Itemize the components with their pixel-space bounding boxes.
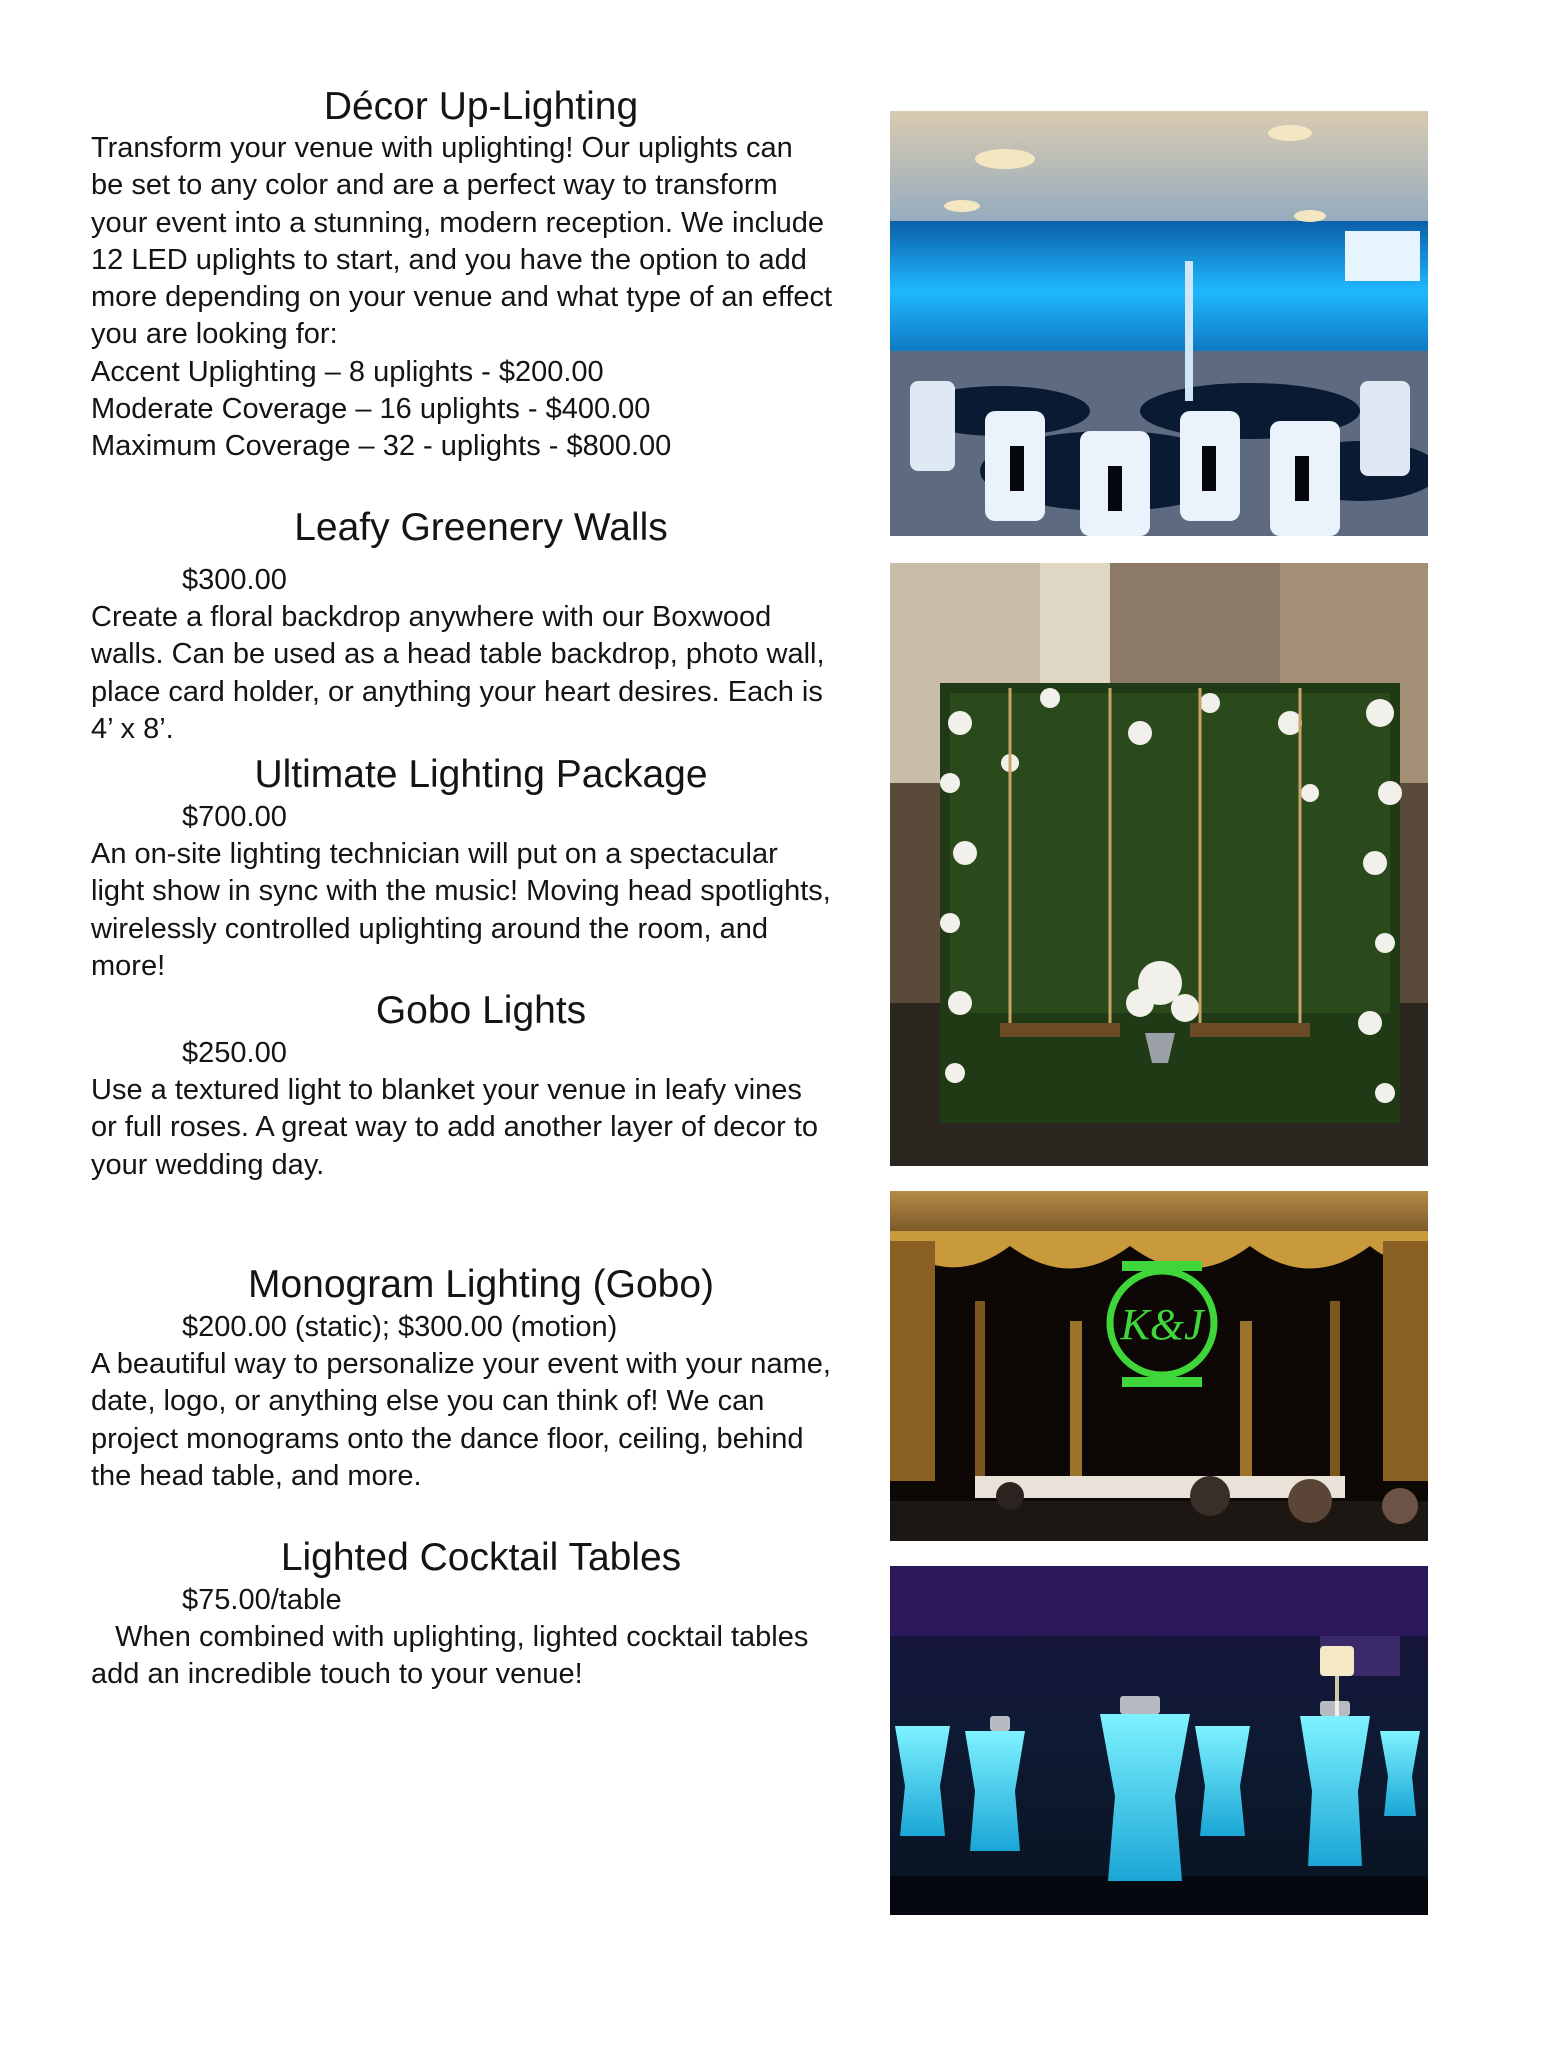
cocktail-tables-photo: [890, 1566, 1428, 1915]
section-title: Lighted Cocktail Tables: [280, 1536, 682, 1579]
body-line: date, logo, or anything else you can think of! We can: [91, 1385, 765, 1418]
body-line: light show in sync with the music! Moving head spotlights,: [91, 875, 831, 908]
ballroom-uplighting-photo: [890, 111, 1428, 536]
body-line: 12 LED uplights to start, and you have the option to add: [91, 243, 807, 276]
greenery-wall-photo: [890, 563, 1428, 1166]
body-line: place card holder, or anything your heart desires. Each is: [91, 675, 823, 708]
price-option: Moderate Coverage – 16 uplights - $400.00: [91, 393, 651, 426]
section-body: [91, 1619, 881, 1694]
body-line: the head table, and more.: [91, 1459, 422, 1492]
body-line: project monograms onto the dance floor, ceiling, behind: [91, 1422, 804, 1455]
body-line: An on-site lighting technician will put on a spectacular: [91, 838, 778, 870]
body-line: add an incredible touch to your venue!: [91, 1658, 583, 1691]
body-line: When combined with uplighting, lighted cocktail tables: [91, 1621, 809, 1653]
section-title: Gobo Lights: [375, 989, 587, 1032]
section-body: [91, 599, 881, 748]
section-title: Leafy Greenery Walls: [294, 506, 668, 549]
body-line: your wedding day.: [91, 1148, 325, 1181]
price-option: Accent Uplighting – 8 uplights - $200.00: [91, 355, 604, 388]
price-option: Maximum Coverage – 32 - uplights - $800.00: [91, 430, 672, 463]
section-title: Décor Up-Lighting: [323, 85, 639, 128]
monogram-stage-photo: [890, 1191, 1428, 1541]
body-line: walls. Can be used as a head table backdrop, photo wall,: [91, 638, 825, 671]
body-line: or full roses. A great way to add another layer of decor to: [91, 1111, 819, 1144]
body-line: more!: [91, 949, 166, 982]
body-line: be set to any color and are a perfect way to transform: [91, 169, 778, 202]
section-price: $700.00: [182, 801, 287, 833]
section-body: [91, 836, 881, 985]
body-line: more depending on your venue and what type of an effect: [91, 281, 833, 314]
section-title: Ultimate Lighting Package: [254, 753, 708, 796]
section-price: $200.00 (static); $300.00 (motion): [182, 1311, 618, 1343]
section-price: $75.00/table: [182, 1584, 342, 1616]
section-title: Monogram Lighting (Gobo): [247, 1263, 715, 1306]
body-line: 4’ x 8’.: [91, 712, 174, 745]
section-price: $250.00: [182, 1037, 287, 1069]
body-line: Use a textured light to blanket your venue in leafy vines: [91, 1074, 802, 1106]
body-line: A beautiful way to personalize your event with your name,: [91, 1348, 831, 1380]
body-line: your event into a stunning, modern reception. We include: [91, 206, 824, 239]
body-line: wirelessly controlled uplighting around the room, and: [91, 912, 769, 945]
section-price: $300.00: [182, 564, 287, 596]
section-body: [91, 1346, 881, 1495]
monogram-text: K&J: [1120, 1300, 1204, 1349]
section-body: [91, 130, 881, 466]
body-line: you are looking for:: [91, 318, 338, 351]
body-line: Create a floral backdrop anywhere with our Boxwood: [91, 601, 772, 633]
section-body: [91, 1072, 881, 1184]
body-line: Transform your venue with uplighting! Our uplights can: [91, 132, 793, 164]
